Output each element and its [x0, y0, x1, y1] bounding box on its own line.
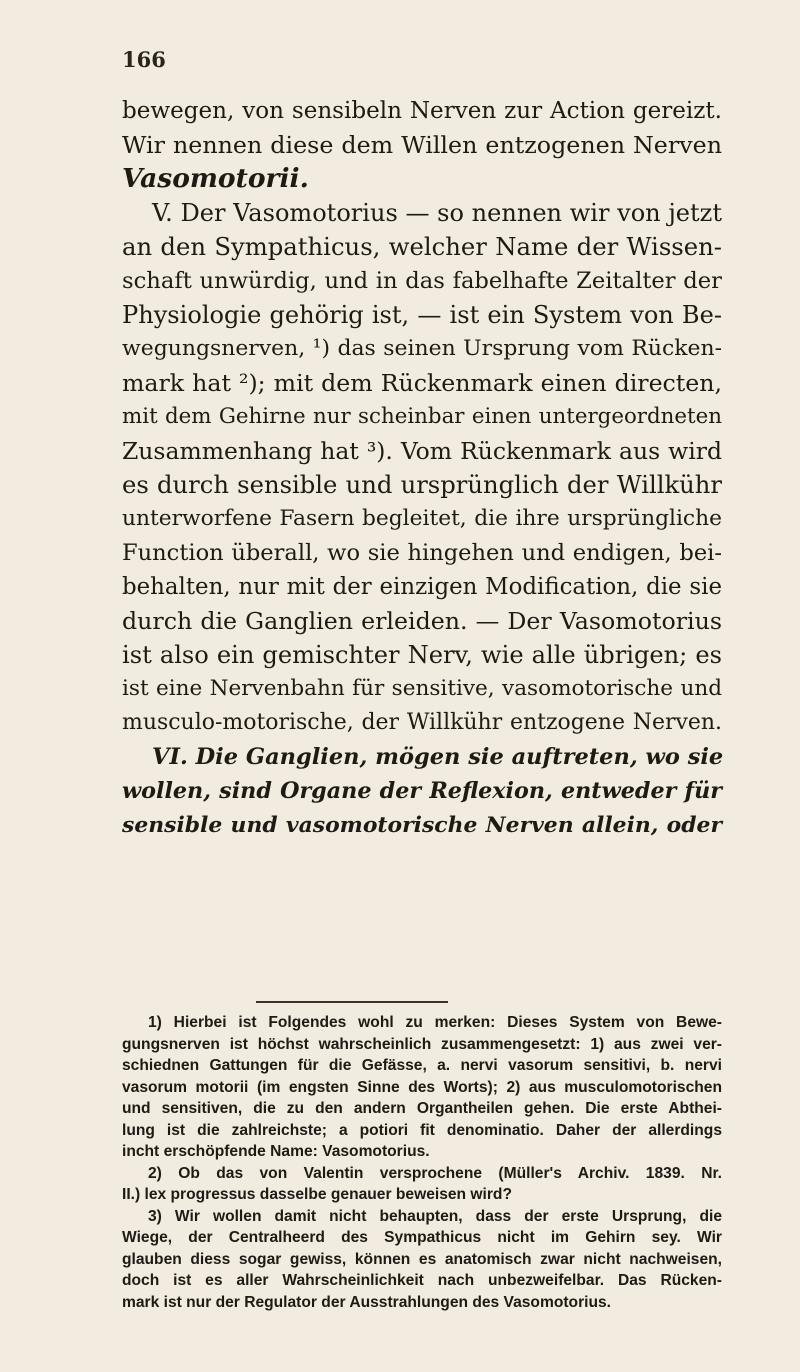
- text-line: ist eine Nervenbahn für sensitive, vasomotorische und: [122, 676, 722, 701]
- footnote-line: gungsnerven ist höchst wahrscheinlich zusammengesetzt: 1) aus zwei ver-: [122, 1035, 722, 1053]
- footnote-line: II.) lex progressus dasselbe genauer beweisen wird?: [122, 1186, 512, 1203]
- footnote-line: lung ist die zahlreichste; a potiori fit denominatio. Daher der allerdings: [122, 1121, 722, 1139]
- page-number: 166: [122, 47, 166, 72]
- text-line: es durch sensible und ursprünglich der Willkühr: [122, 470, 722, 499]
- text-line: bewegen, von sensibeln Nerven zur Action gereizt.: [122, 98, 722, 124]
- footnote-line: Wiege, der Centralheerd des Sympathicus nicht im Gehirn sey. Wir: [122, 1229, 722, 1246]
- text-line: Zusammenhang hat ³). Vom Rückenmark aus wird: [122, 437, 722, 465]
- footnote-line: vasorum motorii (im engsten Sinne des Worts); 2) aus musculomotorischen: [122, 1078, 722, 1096]
- footnote-line: doch ist es aller Wahrscheinlichkeit nach unbezweifelbar. Das Rücken-: [122, 1272, 722, 1289]
- section-heading-v: V. Der Vasomotorius — so nennen wir von jetzt: [152, 199, 722, 227]
- footnote-2: 2) Ob das von Valentin versprochene (Müller's Archiv. 1839. Nr.: [148, 1164, 722, 1182]
- footnote-divider: [256, 1001, 448, 1003]
- text-line: Vasomotorii.: [122, 163, 309, 194]
- text-line: durch die Ganglien erleiden. — Der Vasomotorius: [122, 607, 722, 635]
- footnote-line: glauben diess sogar gewiss, können es anatomisch zwar nicht nachweisen,: [122, 1250, 722, 1268]
- footnote-line: incht erschöpfende Name: Vasomotorius.: [122, 1143, 430, 1160]
- text-line: Function überall, wo sie hingehen und endigen, bei-: [122, 540, 722, 566]
- text-line: schaft unwürdig, und in das fabelhafte Zeitalter der: [122, 268, 722, 294]
- text-line: wollen, sind Organe der Reflexion, entweder für: [122, 778, 722, 804]
- text-line: ist also ein gemischter Nerv, wie alle übrigen; es: [122, 641, 722, 669]
- footnotes: [122, 1012, 722, 1313]
- footnote-3: 3) Wir wollen damit nicht behaupten, dass der erste Ursprung, die: [148, 1207, 722, 1225]
- text-line: mit dem Gehirne nur scheinbar einen untergeordneten: [122, 404, 722, 429]
- text-line: an den Sympathicus, welcher Name der Wissen-: [122, 232, 722, 261]
- text-line: musculo-motorische, der Willkühr entzogene Nerven.: [122, 710, 722, 735]
- section-heading-vi: VI. Die Ganglien, mögen sie auftreten, wo sie: [152, 744, 724, 770]
- footnote-line: mark ist nur der Regulator der Ausstrahlungen des Vasomotorius.: [122, 1293, 612, 1311]
- footnote-line: und sensitiven, die zu den andern Organtheilen gehen. Die erste Abthei-: [122, 1100, 722, 1117]
- footnote-1: 1) Hierbei ist Folgendes wohl zu merken: Dieses System von Bewe-: [148, 1014, 722, 1031]
- text-line: wegungsnerven, ¹) das seinen Ursprung vom Rücken-: [122, 336, 722, 361]
- main-text: [122, 94, 722, 842]
- text-line: behalten, nur mit der einzigen Modification, die sie: [122, 574, 722, 600]
- text-line: mark hat ²); mit dem Rückenmark einen directen,: [122, 369, 722, 397]
- text-line: unterworfene Fasern begleitet, die ihre ursprüngliche: [122, 506, 722, 531]
- text-line: sensible und vasomotorische Nerven allein, oder: [122, 812, 722, 838]
- text-line: Wir nennen diese dem Willen entzogenen Nerven: [122, 131, 722, 159]
- text-line: Physiologie gehörig ist, — ist ein System von Be-: [122, 301, 722, 329]
- footnote-line: schiednen Gattungen für die Gefässe, a. nervi vasorum sensitivi, b. nervi: [122, 1057, 722, 1074]
